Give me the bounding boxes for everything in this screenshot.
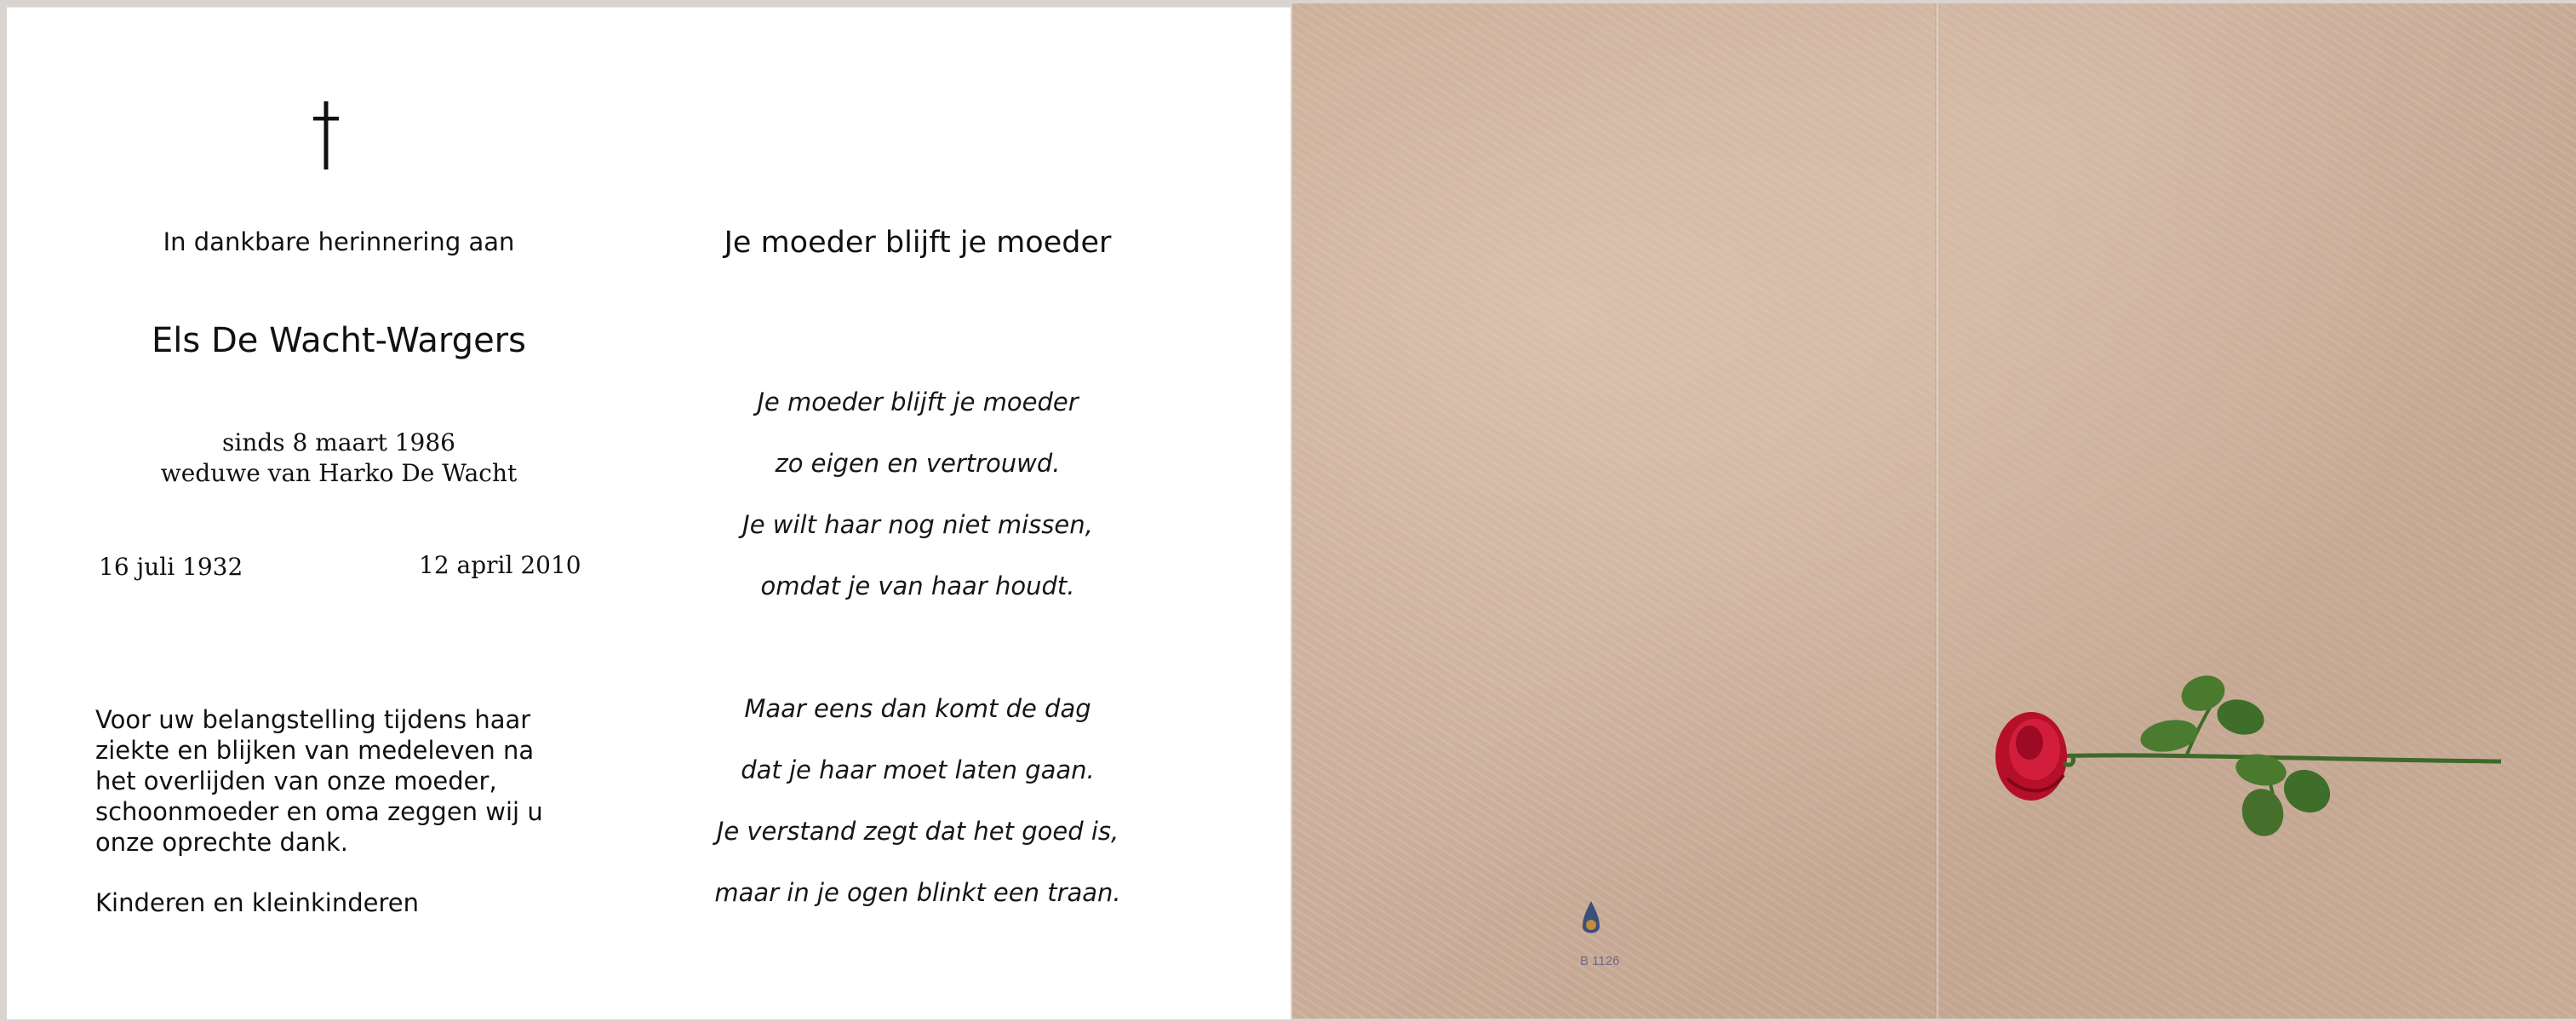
- widow-of: weduwe van Harko De Wacht: [160, 459, 518, 487]
- poem-line: Je verstand zegt dat het goed is,: [716, 817, 1119, 846]
- card-fold: [1935, 3, 1940, 1019]
- thanks-line: ziekte en blijken van medeleven na: [95, 736, 535, 765]
- poem-line: dat je haar moet laten gaan.: [741, 755, 1095, 784]
- thanks-message: [95, 704, 543, 858]
- card-cover: [1292, 3, 2576, 1019]
- thanks-line: schoonmoeder en oma zeggen wij u: [95, 797, 543, 826]
- thanks-line: Voor uw belangstelling tijdens haar: [95, 705, 531, 734]
- poem-title: Je moeder blijft je moeder: [724, 226, 1112, 260]
- rose-illustration: [1990, 668, 2518, 858]
- card-inside: [7, 7, 1291, 1019]
- poem-line: Je wilt haar nog niet missen,: [742, 510, 1093, 539]
- product-code: B 1126: [1580, 954, 1620, 968]
- intro-text: In dankbare herinnering aan: [163, 227, 515, 256]
- death-date: 12 april 2010: [419, 551, 581, 579]
- poem-line: omdat je van haar houdt.: [760, 571, 1075, 600]
- poem-line: Maar eens dan komt de dag: [744, 694, 1091, 723]
- widow-since: sinds 8 maart 1986: [222, 428, 455, 456]
- thanks-line: onze oprechte dank.: [95, 828, 349, 857]
- thanks-line: het overlijden van onze moeder,: [95, 766, 497, 795]
- birth-date: 16 juli 1932: [99, 553, 243, 581]
- printer-logo-icon: [1579, 899, 1603, 947]
- poem-line: Je moeder blijft je moeder: [757, 388, 1079, 416]
- deceased-name: Els De Wacht-Wargers: [152, 321, 526, 360]
- poem-line: maar in je ogen blinkt een traan.: [714, 878, 1121, 907]
- cross-icon: [313, 101, 339, 173]
- signature: Kinderen en kleinkinderen: [95, 888, 419, 917]
- poem-line: zo eigen en vertrouwd.: [775, 449, 1061, 478]
